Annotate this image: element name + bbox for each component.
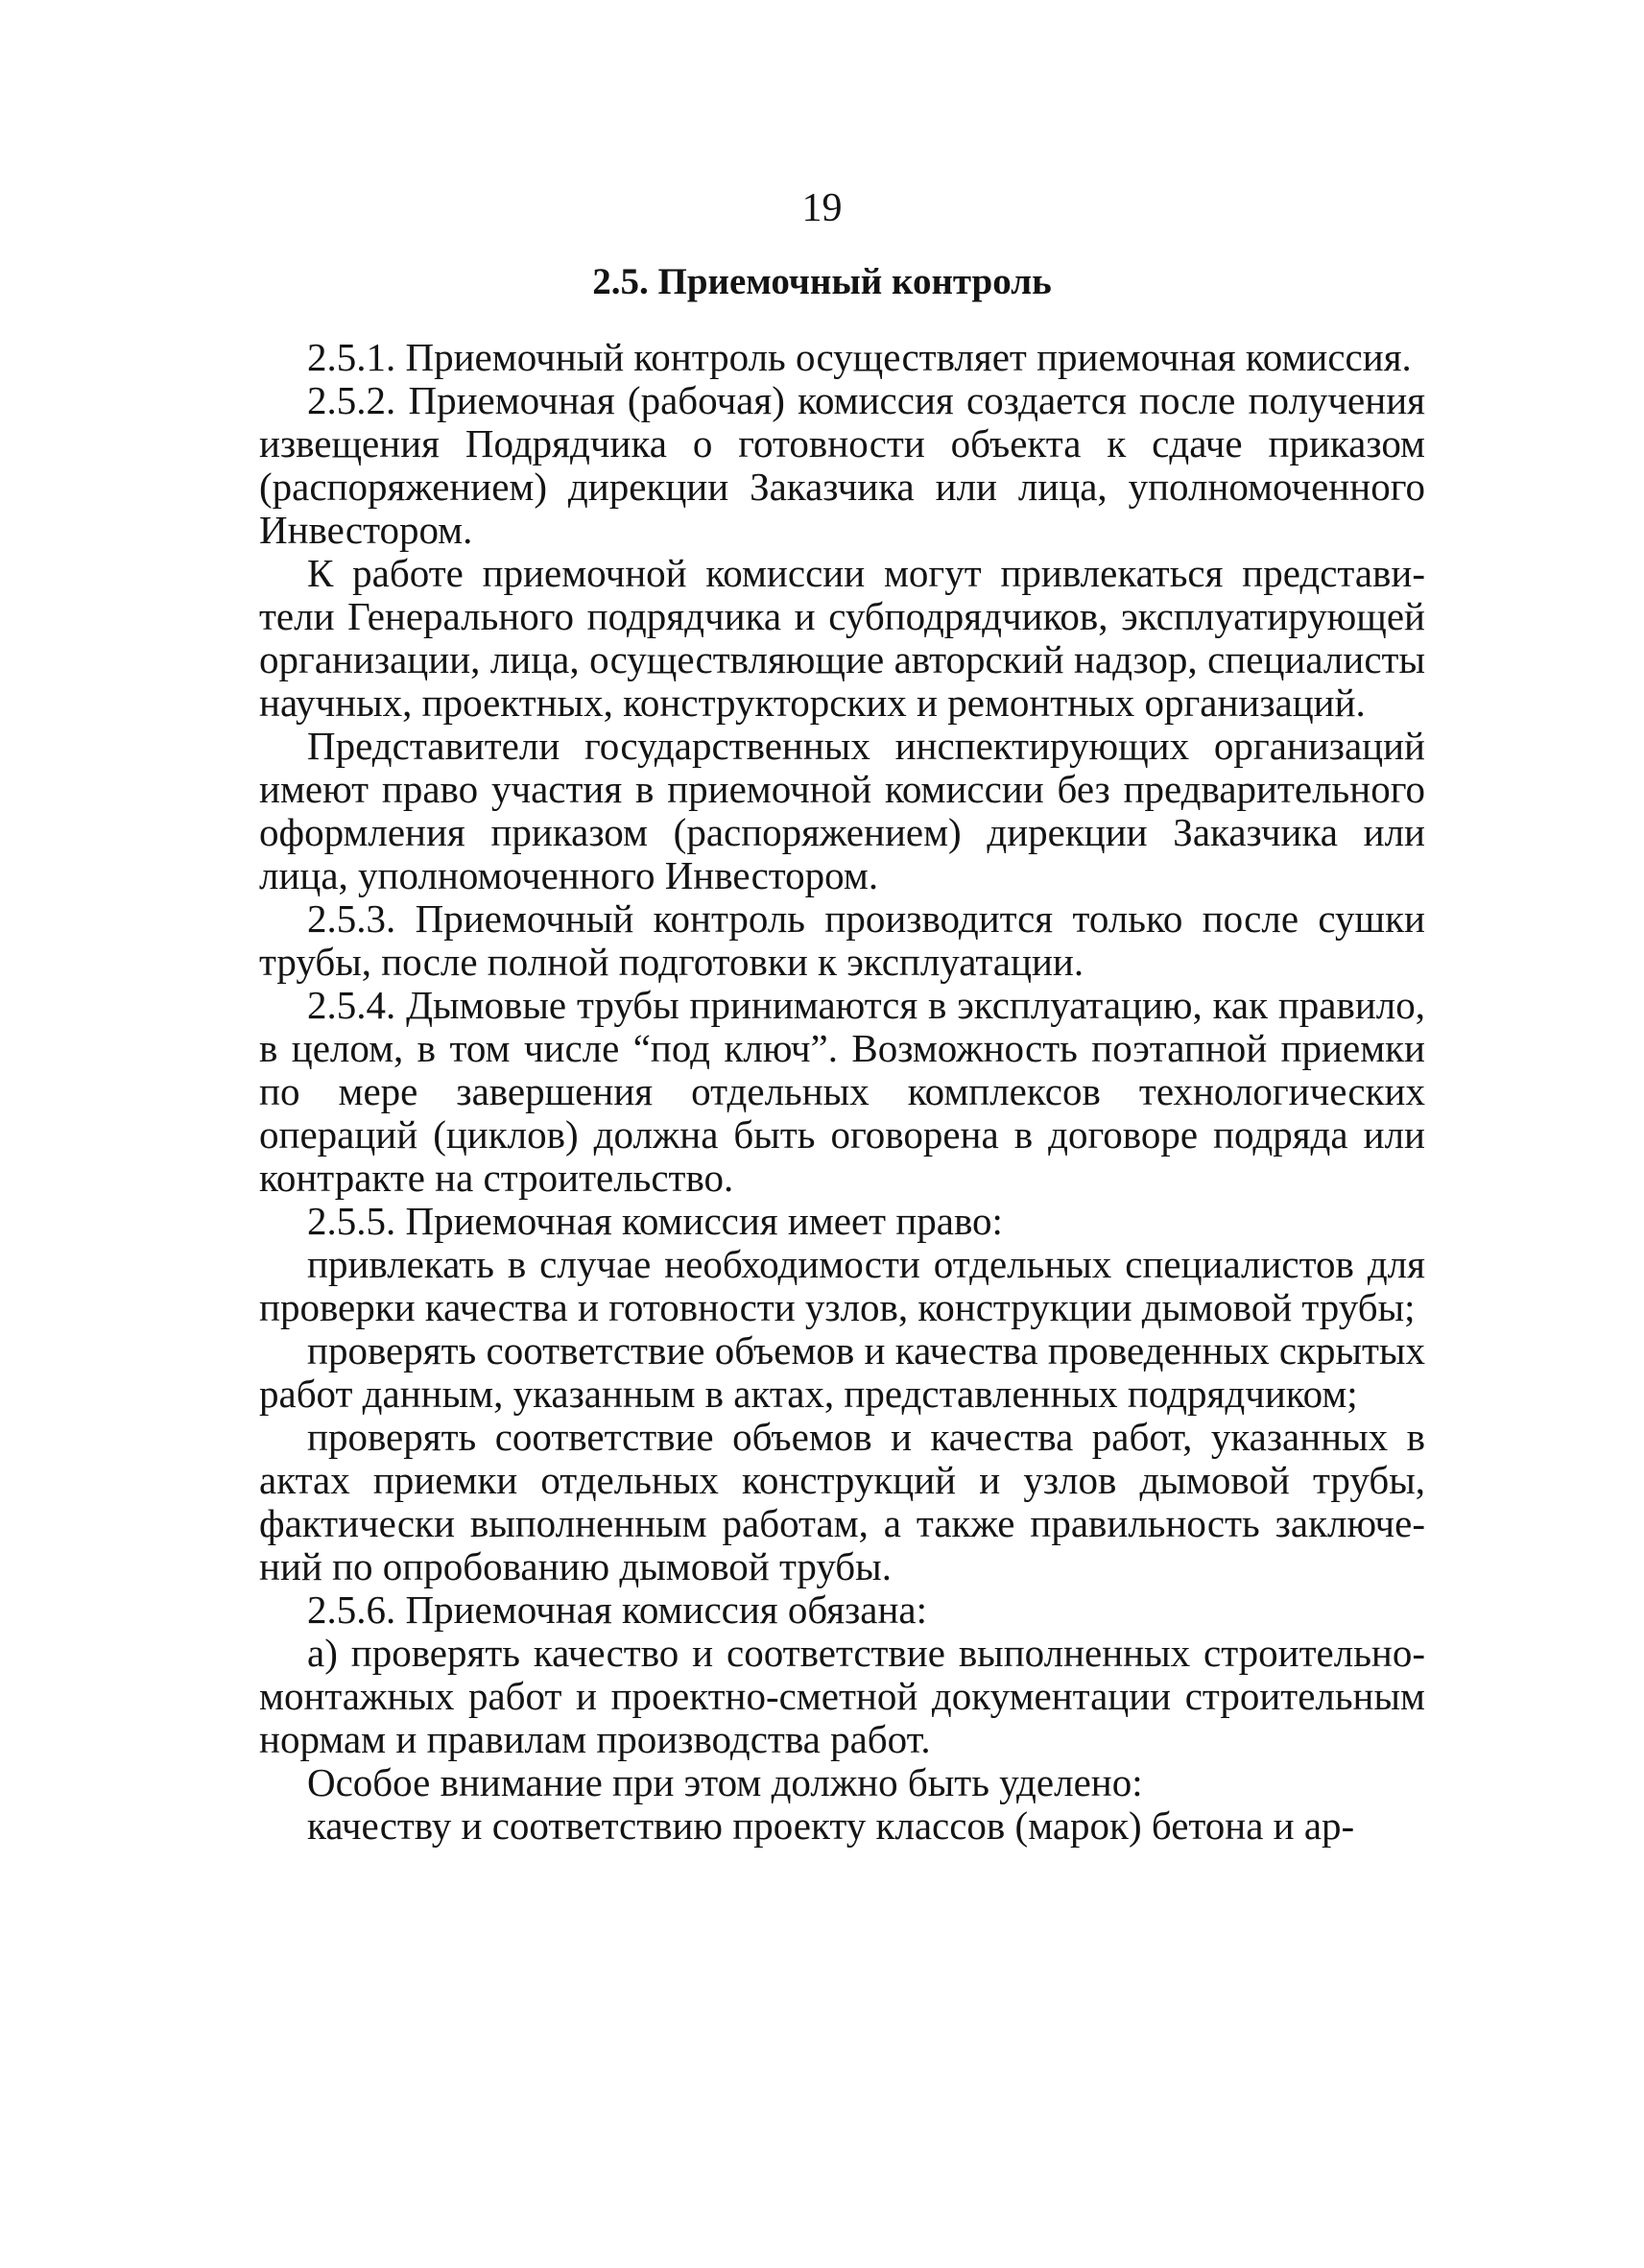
paragraph: проверять соответствие объемов и качества проведенных скрытых работ данным, указанным в актах, представленных подрядчиком; bbox=[259, 1328, 1425, 1416]
body-text bbox=[259, 336, 1425, 1848]
paragraph: 2.5.1. Приемочный контроль осуществляет приемочная комиссия. bbox=[307, 335, 1412, 379]
paragraph: 2.5.3. Приемочный контроль производится только после сушки трубы, после полной подготовки к эксплуатации. bbox=[259, 896, 1425, 984]
paragraph: 2.5.5. Приемочная комиссия имеет право: bbox=[307, 1199, 1003, 1243]
paragraph: 2.5.4. Дымовые трубы принимаются в эксплуатацию, как правило, в целом, в том числе “под ключ”. Возможность поэтапной приемки по мере завершения отдельных комплексов технологических операций (циклов) должна быть оговорена в договоре подряда или контракте на строительство. bbox=[259, 983, 1425, 1200]
paragraph: 2.5.2. Приемочная (рабочая) комиссия создается после получения извещения Подрядчика о готовности объекта к сдаче приказом (распоряжением) дирекции Заказчика или лица, уполномоченного Инвестором. bbox=[259, 378, 1425, 552]
paragraph: 2.5.6. Приемочная комиссия обязана: bbox=[307, 1588, 928, 1632]
paragraph: К работе приемочной комиссии могут привлекаться представители Генерального подрядчика и субподрядчиков, эксплуатирующей организации, лица, осуществляющие авторский надзор, специалисты научных, проектных, конструкторских и ремонтных организаций. bbox=[259, 551, 1425, 725]
paragraph: привлекать в случае необходимости отдельных специалистов для проверки качества и готовности узлов, конструкции дымовой трубы; bbox=[259, 1242, 1425, 1329]
page-number: 19 bbox=[801, 186, 843, 230]
section-heading: 2.5. Приемочный контроль bbox=[592, 261, 1052, 302]
paragraph: качеству и соответствию проекту классов (марок) бетона и ар- bbox=[307, 1803, 1355, 1848]
paragraph: а) проверять качество и соответствие выполненных строительно-монтажных работ и проектно-сметной документации строительным нормам и правилам производства работ. bbox=[259, 1631, 1425, 1761]
paragraph: Представители государственных инспектирующих организаций имеют право участия в приемочной комиссии без предварительного оформления приказом (распоряжением) дирекции Заказчика или лица, уполномоченного Инвестором. bbox=[259, 724, 1425, 897]
paragraph: проверять соответствие объемов и качества работ, указанных в актах приемки отдельных конструкций и узлов дымовой трубы, фактически выполненным работам, а также правильность заключений по опробованию дымовой трубы. bbox=[259, 1415, 1425, 1588]
paragraph: Особое внимание при этом должно быть уделено: bbox=[307, 1760, 1143, 1804]
